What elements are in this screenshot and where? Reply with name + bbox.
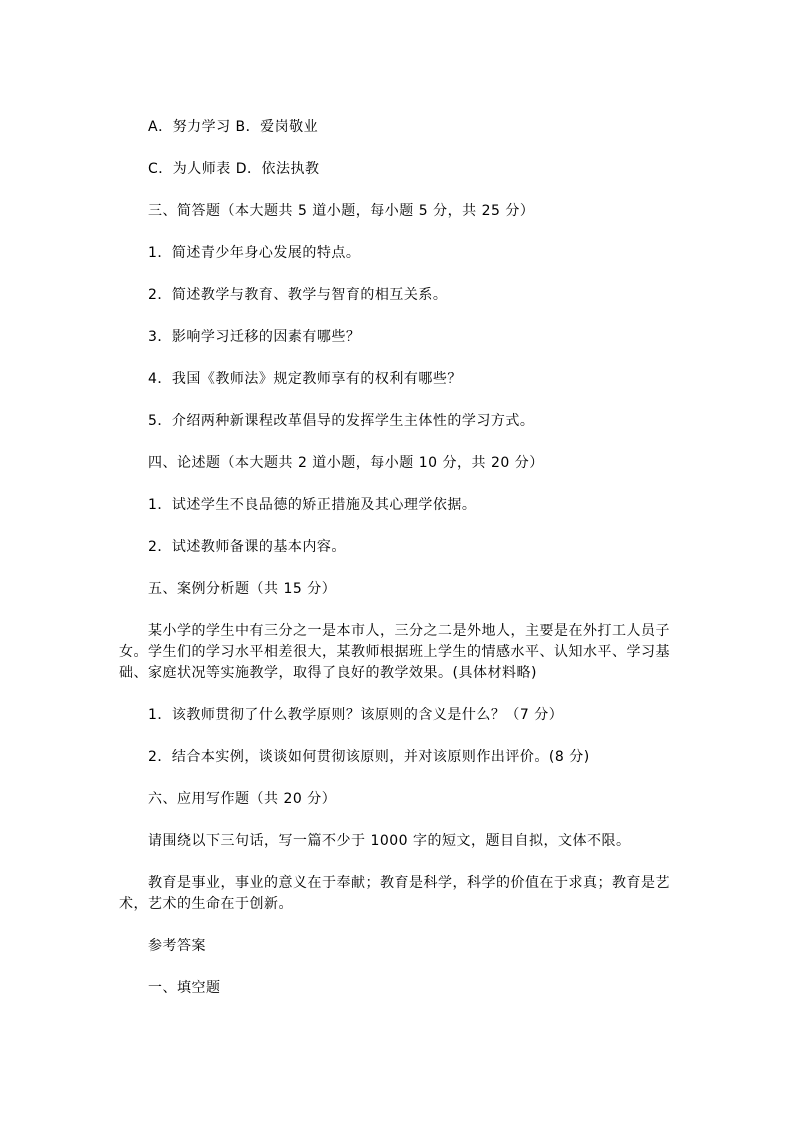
answer-key-heading: 参考答案 [148,938,206,954]
section-heading-case-analysis: 五、案例分析题（共 15 分） [148,581,337,597]
question-item: 2．简述教学与教育、教学与智育的相互关系。 [148,287,448,303]
question-item: 1．简述青少年身心发展的特点。 [148,245,361,261]
document-page [119,117,685,1020]
case-description: 某小学的学生中有三分之一是本市人，三分之二是外地人，主要是在外打工人员子女。学生们的学习水平相差很大，某教师根据班上学生的情感水平、认知水平、学习基础、家庭状况等实施教学，取得了良好的教学效果。(具体材料略) [119,623,670,681]
question-item: 3．影响学习迁移的因素有哪些？ [148,329,361,345]
question-item: 2．结合本实例，谈谈如何贯彻该原则，并对该原则作出评价。(8 分) [148,749,590,765]
section-heading-writing: 六、应用写作题（共 20 分） [148,791,337,807]
section-heading-short-answer: 三、简答题（本大题共 5 道小题，每小题 5 分，共 25 分） [148,203,535,219]
question-item: 1．试述学生不良品德的矫正措施及其心理学依据。 [148,497,477,513]
writing-instruction: 请围绕以下三句话，写一篇不少于 1000 字的短文，题目自拟，文体不限。 [148,833,631,849]
question-item: 2．试述教师备课的基本内容。 [148,539,346,555]
question-item: 4．我国《教师法》规定教师享有的权利有哪些？ [148,371,462,387]
option-line-cd: C．为人师表 D．依法执教 [148,161,320,177]
writing-prompt: 教育是事业，事业的意义在于奉献；教育是科学，科学的价值在于求真；教育是艺术，艺术的生命在于创新。 [119,875,670,912]
option-line-ab: A．努力学习 B．爱岗敬业 [148,119,319,135]
question-item: 1．该教师贯彻了什么教学原则？该原则的含义是什么？（7 分） [148,707,564,723]
section-heading-fill-blank: 一、填空题 [148,980,221,996]
question-item: 5．介绍两种新课程改革倡导的发挥学生主体性的学习方式。 [148,413,535,429]
section-heading-essay: 四、论述题（本大题共 2 道小题，每小题 10 分，共 20 分） [148,455,544,471]
